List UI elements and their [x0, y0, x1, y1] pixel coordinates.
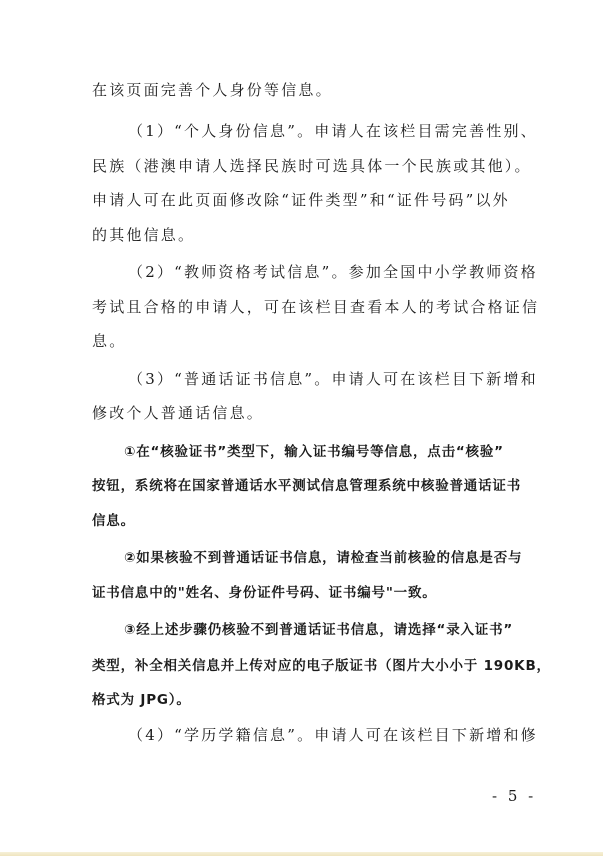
text-line: 考试且合格的申请人，可在该栏目查看本人的考试合格证信 — [92, 298, 540, 316]
text-line-bold: 信息。 — [92, 513, 135, 529]
text-line: （4）“学历学籍信息”。申请人可在该栏目下新增和修 — [128, 726, 538, 744]
text-line: （2）“教师资格考试信息”。参加全国中小学教师资格 — [128, 263, 538, 281]
text-line: 申请人可在此页面修改除“证件类型”和“证件号码”以外 — [92, 191, 510, 209]
text-line: （1）“个人身份信息”。申请人在该栏目需完善性别、 — [128, 122, 538, 140]
text-line: 修改个人普通话信息。 — [92, 404, 265, 422]
page-number: - 5 - — [492, 787, 537, 805]
text-line-bold: 类型，补全相关信息并上传对应的电子版证书（图片大小小于 190KB， — [92, 658, 551, 674]
page-edge — [0, 852, 603, 856]
text-line-bold: ①在“核验证书”类型下，输入证书编号等信息，点击“核验” — [124, 444, 504, 460]
text-line: （3）“普通话证书信息”。申请人可在该栏目下新增和 — [128, 370, 538, 388]
text-line-bold: 按钮，系统将在国家普通话水平测试信息管理系统中核验普通话证书 — [92, 478, 521, 494]
text-line-bold: 证书信息中的"姓名、身份证件号码、证书编号"一致。 — [92, 585, 437, 601]
text-line: 民族（港澳申请人选择民族时可选具体一个民族或其他）。 — [92, 157, 532, 175]
text-line: 的其他信息。 — [92, 226, 196, 244]
text-line-bold: ③经上述步骤仍核验不到普通话证书信息，请选择“录入证书” — [124, 622, 514, 638]
text-line: 在该页面完善个人身份等信息。 — [92, 81, 333, 99]
text-line-bold: 格式为 JPG）。 — [92, 692, 191, 708]
text-line-bold: ②如果核验不到普通话证书信息，请检查当前核验的信息是否与 — [124, 550, 523, 566]
text-line: 息。 — [92, 332, 127, 350]
